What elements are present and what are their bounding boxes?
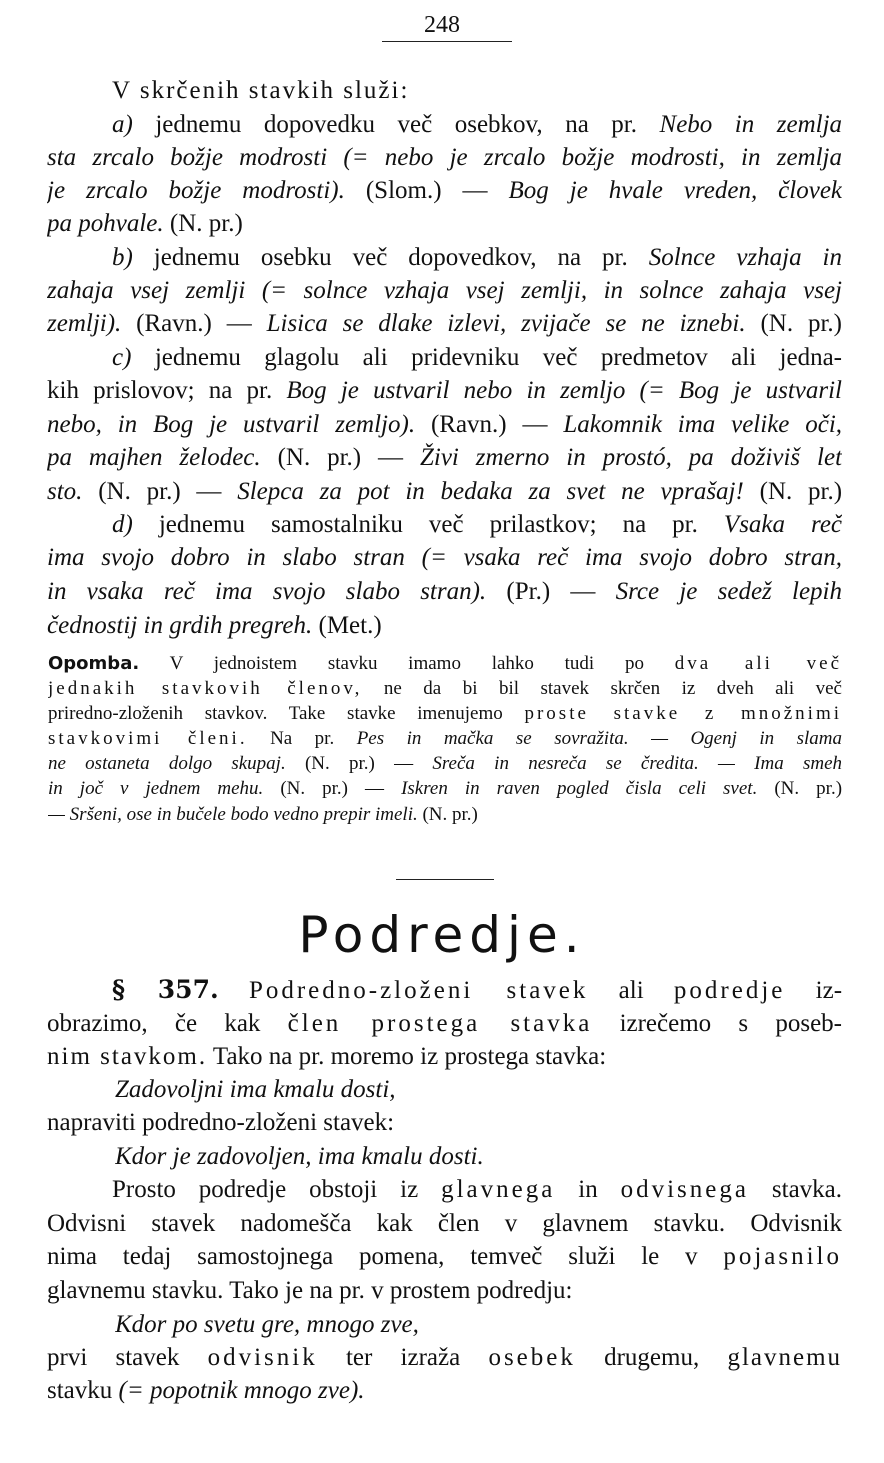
- body-text: jednemu samostalniku več prilastkov; na pr.: [158, 511, 698, 538]
- example-text: Solnce vzhaja in: [648, 244, 842, 271]
- source-citation: (N. pr.) —: [98, 478, 222, 505]
- item-a-line-2: [47, 143, 842, 173]
- example-text: in joč v jednem mehu.: [48, 778, 264, 799]
- body-text: prvi stavek: [47, 1344, 180, 1371]
- emphasis-text: glavnega: [441, 1176, 556, 1203]
- body-text: drugemu,: [604, 1344, 700, 1371]
- note-emphasis: jednakih stavkovih členov,: [48, 678, 363, 699]
- example-text: je zrcalo božje modrosti).: [47, 177, 345, 204]
- example-text: Bog je hvale vreden, človek: [508, 177, 842, 204]
- source-citation: (Ravn.) —: [430, 411, 548, 438]
- body-text: izrečemo s poseb-: [619, 1010, 842, 1037]
- example-text: Srce je sedež lepih: [615, 578, 842, 605]
- header-rule: [382, 41, 512, 42]
- emphasis-text: odvisnik: [207, 1344, 318, 1371]
- item-c-line-4: [47, 443, 842, 473]
- emphasis-text: podredje: [673, 977, 786, 1004]
- example-text: Pes in mačka se sovražita. — Ogenj in slama: [356, 728, 842, 749]
- example-text: Vsaka reč: [723, 511, 842, 538]
- body-text: jednemu osebku več dopovedkov, na pr.: [153, 244, 628, 271]
- intro-text: V skrčenih stavkih služi:: [112, 77, 410, 104]
- body-text: glavnemu stavku. Tako je na pr. v prostem podredju:: [47, 1277, 573, 1304]
- emphasis-text: osebek: [488, 1344, 576, 1371]
- example-text: Bog je ustvaril nebo in zemljo (= Bog je ustvaril: [286, 377, 842, 404]
- source-citation: (N. pr.): [774, 778, 842, 799]
- note-line-7: [48, 803, 842, 827]
- emphasis-text: odvisnega: [620, 1176, 749, 1203]
- page-number: 248: [424, 12, 460, 38]
- note-label: Opomba.: [48, 653, 140, 674]
- item-d-line-1: [112, 510, 842, 540]
- body-text: in: [578, 1176, 598, 1203]
- example-text: Lisica se dlake izlevi, zvijače se ne iznebi.: [266, 310, 746, 337]
- example-text: — Sršeni, ose in bučele bodo vedno prepir imeli.: [48, 804, 418, 825]
- example-text: zahaja vsej zemlji (= solnce vzhaja vsej zemlji, in solnce zahaja vsej: [47, 277, 842, 304]
- note-line-6: [48, 777, 842, 801]
- note-line-5: [48, 752, 842, 776]
- item-b-line-3: [47, 309, 842, 339]
- note-emphasis: proste stavke z množnimi: [524, 703, 842, 724]
- section-divider: [396, 879, 494, 880]
- emphasis-text: Podredno-zloženi stavek: [248, 977, 589, 1004]
- example-text: Slepca za pot in bedaka za svet ne vprašaj!: [237, 478, 744, 505]
- example-text: pa majhen želodec.: [47, 444, 261, 471]
- body-text: kih prislovov; na pr.: [47, 377, 273, 404]
- example-text: pa pohvale.: [47, 210, 164, 237]
- item-b-line-1: [112, 243, 842, 273]
- body-text: Tako na pr. moremo iz prostega stavka:: [212, 1043, 607, 1070]
- example-text: in vsaka reč ima svojo slabo stran).: [47, 578, 487, 605]
- note-emphasis: stavkovimi členi.: [48, 728, 248, 749]
- item-label: d): [112, 511, 133, 538]
- note-line-2: [48, 677, 842, 701]
- note-text: ne da bi bil stavek skrčen iz dveh ali več: [383, 678, 842, 699]
- example-text: zemlji).: [47, 310, 122, 337]
- para-357-line-8: [47, 1209, 842, 1239]
- example-text: Lakomnik ima velike oči,: [563, 411, 842, 438]
- para-357-line-1: [112, 975, 842, 1006]
- source-citation: (N. pr.): [422, 804, 478, 825]
- example-text: ne ostaneta dolgo skupaj.: [48, 753, 286, 774]
- example-text: Kdor po svetu gre, mnogo zve,: [115, 1311, 419, 1338]
- source-citation: (Ravn.) —: [136, 310, 252, 337]
- item-d-line-2: [47, 543, 842, 573]
- example-line-1: [115, 1075, 842, 1105]
- source-citation: (Pr.) —: [506, 578, 596, 605]
- note-text: priredno-zloženih stavkov. Take stavke imenujemo: [48, 703, 503, 724]
- section-heading: Podredje.: [298, 906, 586, 964]
- example-text: sto.: [47, 478, 83, 505]
- emphasis-text: glavnemu: [727, 1344, 842, 1371]
- body-text: ali: [618, 977, 644, 1004]
- intro-line: [112, 76, 842, 106]
- note-line-3: [48, 702, 842, 726]
- para-357-line-9: [47, 1242, 842, 1272]
- emphasis-text: člen prostega stavka: [287, 1010, 593, 1037]
- source-citation: (N. pr.): [169, 210, 243, 237]
- item-label: b): [112, 244, 133, 271]
- example-text: (= popotnik mnogo zve).: [118, 1377, 365, 1404]
- note-line-1: [48, 652, 842, 676]
- item-label: c): [112, 344, 132, 371]
- note-line-4: [48, 727, 842, 751]
- example-text: sta zrcalo božje modrosti (= nebo je zrcalo božje modrosti, in zemlja: [47, 144, 842, 171]
- example-text: Nebo in zemlja: [659, 111, 842, 138]
- example-text: Zadovoljni ima kmalu dosti,: [115, 1076, 396, 1103]
- item-d-line-3: [47, 577, 842, 607]
- example-text: Sreča in nesreča se čredita. — Ima smeh: [432, 753, 842, 774]
- para-357-line-5: [47, 1108, 842, 1138]
- item-c-line-1: [112, 343, 842, 373]
- item-b-line-2: [47, 276, 842, 306]
- item-c-line-3: [47, 410, 842, 440]
- para-357-line-2: [47, 1009, 842, 1039]
- body-text: stavku: [47, 1377, 113, 1404]
- body-text: jednemu glagolu ali pridevniku več predmetov ali jedna-: [154, 344, 842, 371]
- source-citation: (N. pr.) —: [304, 753, 414, 774]
- body-text: jednemu dopovedku več osebkov, na pr.: [155, 111, 637, 138]
- para-357-line-12: [47, 1343, 842, 1373]
- note-text: V jednoistem stavku imamo lahko tudi po: [169, 653, 644, 674]
- source-citation: (N. pr.) —: [277, 444, 404, 471]
- body-text: nima tedaj samostojnega pomena, temveč služi le v: [47, 1243, 698, 1270]
- para-357-line-3: [47, 1042, 842, 1072]
- body-text: napraviti podredno-zloženi stavek:: [47, 1109, 395, 1136]
- para-357-line-13: [47, 1376, 842, 1406]
- para-357-line-7: [112, 1175, 842, 1205]
- item-a-line-3: [47, 176, 842, 206]
- item-a-line-1: [112, 110, 842, 140]
- note-emphasis: dva ali več: [674, 653, 842, 674]
- example-line-3: [115, 1310, 842, 1340]
- body-text: iz-: [815, 977, 842, 1004]
- body-text: stavka.: [771, 1176, 842, 1203]
- source-citation: (N. pr.): [760, 310, 842, 337]
- example-line-2: [115, 1142, 842, 1172]
- para-357-line-10: [47, 1276, 842, 1306]
- source-citation: (N. pr.) —: [280, 778, 385, 799]
- example-text: čednostij in grdih pregreh.: [47, 612, 313, 639]
- item-c-line-5: [47, 477, 842, 507]
- source-citation: (Slom.) —: [365, 177, 488, 204]
- body-text: ter izraža: [345, 1344, 461, 1371]
- example-text: nebo, in Bog je ustvaril zemljo).: [47, 411, 416, 438]
- paragraph-number: § 357.: [112, 975, 219, 1004]
- item-c-line-2: [47, 376, 842, 406]
- example-text: Kdor je zadovoljen, ima kmalu dosti.: [115, 1143, 484, 1170]
- example-text: Živi zmerno in prostó, pa doživiš let: [419, 444, 842, 471]
- example-text: ima svojo dobro in slabo stran (= vsaka reč ima svojo dobro stran,: [47, 544, 842, 571]
- item-a-line-4: [47, 209, 842, 239]
- source-citation: (Met.): [318, 612, 382, 639]
- source-citation: (N. pr.): [759, 478, 842, 505]
- example-text: Iskren in raven pogled čisla celi svet.: [401, 778, 758, 799]
- body-text: Prosto podredje obstoji iz: [112, 1176, 419, 1203]
- item-d-line-4: [47, 611, 842, 641]
- note-text: Na pr.: [270, 728, 335, 749]
- emphasis-text: pojasnilo: [723, 1243, 842, 1270]
- body-text: obrazimo, če kak: [47, 1010, 261, 1037]
- emphasis-text: nim stavkom.: [47, 1043, 208, 1070]
- item-label: a): [112, 111, 133, 138]
- body-text: Odvisni stavek nadomešča kak člen v glavnem stavku. Odvisnik: [47, 1210, 842, 1237]
